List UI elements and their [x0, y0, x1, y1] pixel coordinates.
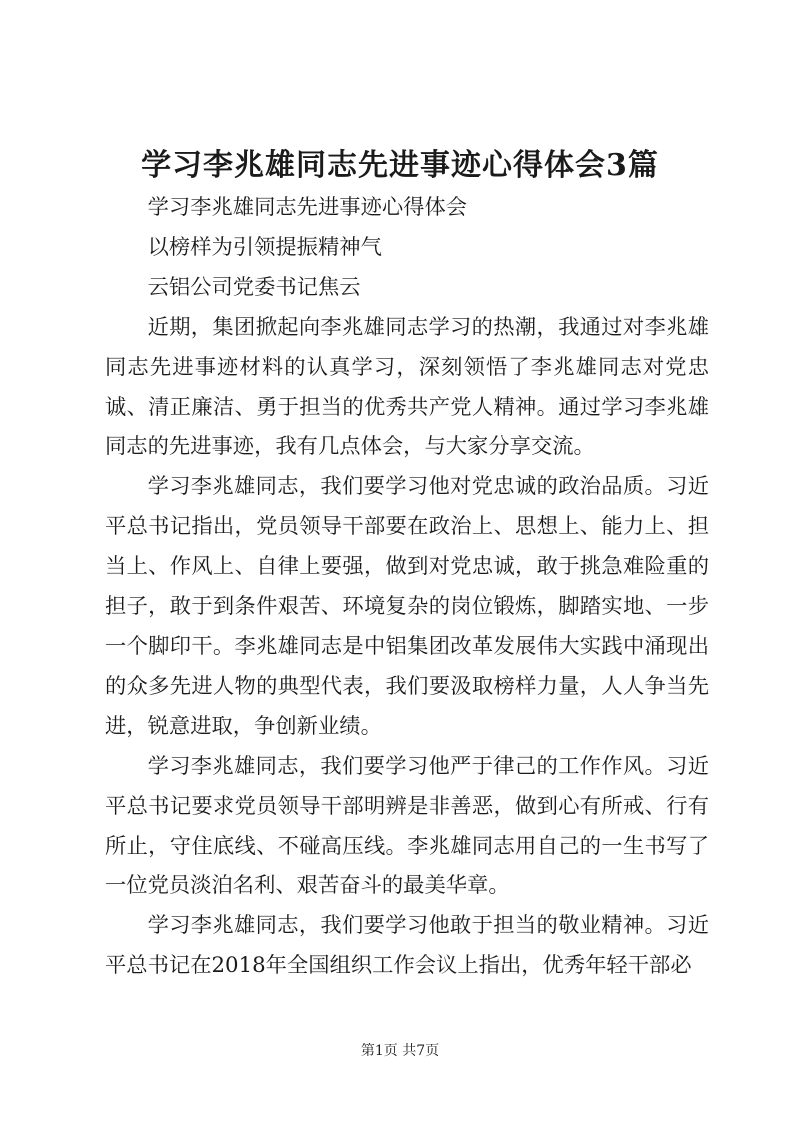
document-body: [105, 188, 709, 986]
author-paragraph: 云铝公司党委书记焦云: [147, 274, 361, 300]
body-paragraph: 学习李兆雄同志，我们要学习他敢于担当的敬业精神。习近平总书记在2018年全国组织工作会议上指出，优秀年轻干部必: [105, 913, 709, 979]
page-footer: 第1页 共7页: [360, 1043, 440, 1059]
subtitle-paragraph: 学习李兆雄同志先进事迹心得体会: [147, 195, 468, 220]
heading-paragraph: 以榜样为引领提振精神气: [147, 234, 382, 260]
body-paragraph: 学习李兆雄同志，我们要学习他对党忠诚的政治品质。习近平总书记指出，党员领导干部要在政治上、思想上、能力上、担当上、作风上、自律上要强，做到对党忠诚，敢于挑急难险重的担子，敢于到条件艰苦、环境复杂的岗位锻炼，脚踏实地、一步一个脚印干。李兆雄同志是中铝集团改革发展伟大实践中涌现出的众多先进人物的典型代表，我们要汲取榜样力量，人人争当先进，锐意进取，争创新业绩。: [105, 474, 709, 739]
document-title: 学习李兆雄同志先进事迹心得体会3篇: [141, 148, 659, 183]
body-paragraph: 学习李兆雄同志，我们要学习他严于律己的工作作风。习近平总书记要求党员领导干部明辨是非善恶，做到心有所戒、行有所止，守住底线、不碰高压线。李兆雄同志用自己的一生书写了一位党员淡泊名利、艰苦奋斗的最美华章。: [105, 753, 709, 899]
body-paragraph: 近期，集团掀起向李兆雄同志学习的热潮，我通过对李兆雄同志先进事迹材料的认真学习，深刻领悟了李兆雄同志对党忠诚、清正廉洁、勇于担当的优秀共产党人精神。通过学习李兆雄同志的先进事迹，我有几点体会，与大家分享交流。: [105, 314, 709, 460]
